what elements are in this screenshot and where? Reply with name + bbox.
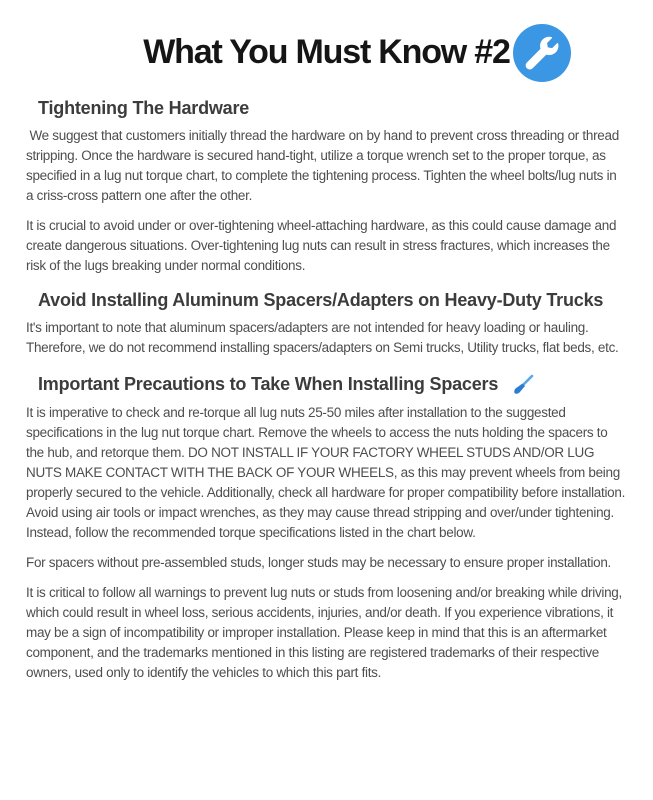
paragraph: We suggest that customers initially thread the hardware on by hand to prevent cross threading or thread stripping. Once the hardware is secured hand-tight, utilize a torque wrench set to the proper torque, as specified in a lug nut torque chart, to complete the tightening process. Tighten the wheel bolts/lug nuts in a criss-cross pattern one after the other. bbox=[26, 128, 623, 203]
wrench-circle-icon bbox=[513, 24, 571, 82]
paragraph: It's important to note that aluminum spacers/adapters are not intended for heavy loading or hauling. Therefore, we do not recommend installing spacers/adapters on Semi trucks, Utility trucks, flat beds, etc. bbox=[26, 320, 619, 355]
screwdriver-icon bbox=[512, 372, 536, 396]
section-installation-precautions bbox=[26, 372, 627, 683]
section-heading: Avoid Installing Aluminum Spacers/Adapters on Heavy-Duty Trucks bbox=[38, 290, 604, 310]
paragraph: It is crucial to avoid under or over-tightening wheel-attaching hardware, as this could cause damage and create dangerous situations. Over-tightening lug nuts can result in stress fractures, which increases the risk of the lugs breaking under normal conditions. bbox=[26, 218, 620, 273]
header bbox=[26, 20, 627, 84]
page-title: What You Must Know #2 bbox=[143, 33, 510, 71]
section-heading: Tightening The Hardware bbox=[38, 98, 250, 118]
paragraph: It is imperative to check and re-torque all lug nuts 25-50 miles after installation to the suggested specifications in the lug nut torque chart. Remove the wheels to access the nuts holding the spacers to the hub, and retorque them. DO NOT INSTALL IF YOUR FACTORY WHEEL STUDS AND/OR LUG NUTS MAKE CONTACT WITH THE BACK OF YOUR WHEELS, as this may prevent wheels from being properly secured to the vehicle. Additionally, check all hardware for proper compatibility before installation. Avoid using air tools or impact wrenches, as they may cause thread stripping and over/under tightening. Instead, follow the recommended torque specifications listed in the chart below. bbox=[26, 405, 628, 540]
section-heading bbox=[38, 372, 627, 396]
paragraph: It is critical to follow all warnings to prevent lug nuts or studs from loosening and/or breaking while driving, which could result in wheel loss, serious accidents, injuries, and/or death. If you experience vibrations, it may be a sign of incompatibility or improper installation. Please keep in mind that this is an aftermarket component, and the trademarks mentioned in this listing are registered trademarks of their respective owners, used only to identify the vehicles to which this part fits. bbox=[26, 585, 626, 680]
paragraph: For spacers without pre-assembled studs, longer studs may be necessary to ensure proper installation. bbox=[26, 555, 612, 570]
section-heading-label: Important Precautions to Take When Installing Spacers bbox=[38, 373, 499, 394]
section-aluminum-spacers-warning bbox=[26, 290, 627, 358]
section-tightening-hardware bbox=[26, 98, 627, 276]
